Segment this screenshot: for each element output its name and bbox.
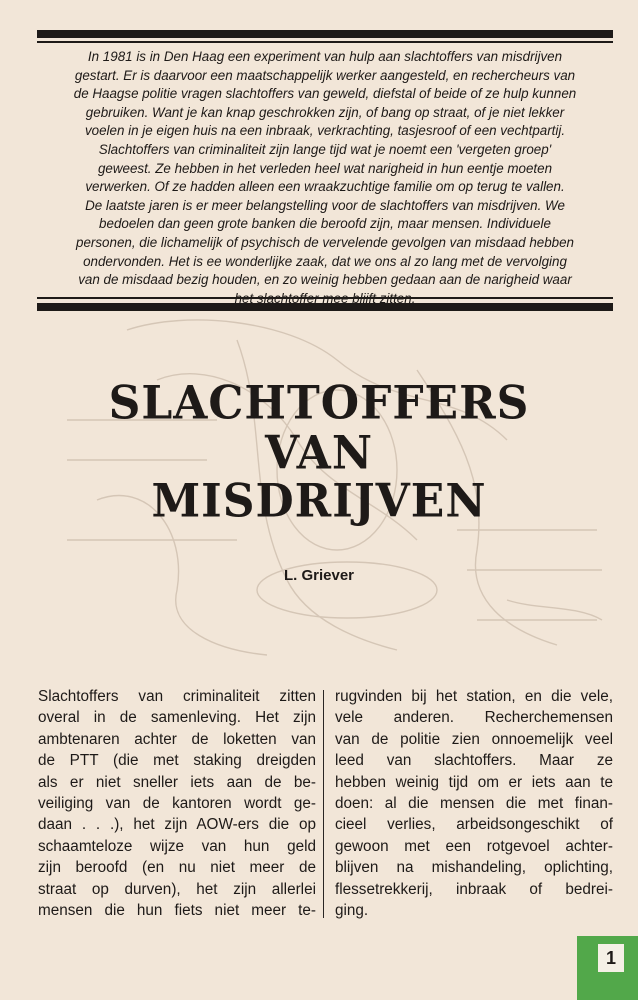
bottom-rule-thin: [37, 297, 613, 299]
intro-line: gestart. Er is daarvoor een maatschappelijk werker aangesteld, en rechercheurs van: [74, 67, 576, 83]
body-line: blijven na mishandeling, oplichting,: [335, 859, 613, 877]
body-line: mensen die hun fiets niet meer te-: [38, 902, 316, 920]
body-line: daan . . .), het zijn AOW-ers die op: [38, 816, 316, 834]
intro-line: verwerken. Of ze hadden alleen een wraakzuchtige familie om op terug te vallen.: [85, 179, 565, 195]
body-line: veiliging van de kantoren wordt ge-: [38, 795, 316, 813]
body-line: de PTT (die met staking dreigden: [38, 752, 316, 770]
intro-line: gebruiken. Want je kan knap geschrokken zijn, of bang op straat, of je niet lekker: [85, 104, 565, 120]
body-line: vele anderen. Recherchemensen: [335, 709, 613, 727]
body-line: schaamteloze wijze van hun geld: [38, 837, 316, 855]
intro-line: bedoelen dan geen grote banken die beroofd zijn, maar mensen. Individuele: [99, 216, 551, 232]
intro-line: De laatste jaren is er meer belangstelling voor de slachtoffers van misdrijven. We: [85, 197, 565, 213]
intro-line: In 1981 is in Den Haag een experiment van hulp aan slachtoffers van misdrijven: [87, 49, 563, 64]
body-line: als er niet sneller iets aan de be-: [38, 773, 316, 791]
title-line-1: SLACHTOFFERS: [108, 376, 530, 431]
top-rule-thin: [37, 41, 613, 43]
author-name: L. Griever: [283, 567, 355, 584]
intro-line: geweest. Ze hebben in het verleden heel wat narigheid in hun eentje moeten: [97, 160, 553, 176]
intro-line: Slachtoffers van criminaliteit zijn lange tijd wat je noemt een 'vergeten groep': [98, 141, 552, 157]
body-line: straat op durven), het zijn allerlei: [38, 880, 316, 898]
intro-line: personen, die lichamelijk of psychisch de vervelende gevolgen van misdaad hebben: [76, 234, 574, 250]
intro-line: de Haagse politie vragen slachtoffers van geweld, diefstal of beide of ze hulp kunnen: [73, 86, 577, 102]
body-line: zijn beroofd (en nu niet meer de: [38, 859, 316, 877]
intro-paragraph: [40, 48, 610, 308]
title-line-3: MISDRIJVEN: [151, 474, 487, 529]
intro-line: ondervonden. Het is ee wonderlijke zaak, dat we ons al zo lang met de vervolging: [83, 253, 567, 269]
intro-line: voelen in je eigen huis na een inbraak, verkrachting, tasjesroof of een vechtpartij.: [84, 123, 566, 139]
body-line: overal in de samenleving. Het zijn: [38, 709, 316, 727]
page-number: 1: [598, 944, 624, 972]
body-line: ging.: [335, 902, 369, 920]
intro-line: van de misdaad bezig houden, en zo weinig hebben gedaan aan de narigheid waar: [78, 272, 572, 288]
body-line: doen: al die mensen die met finan-: [335, 795, 613, 813]
body-line: flessetrekkerij, inbraak of bedrei-: [335, 880, 613, 898]
body-line: cieel verlies, arbeidsongeschikt of: [335, 816, 613, 834]
title-line-2: VAN: [264, 426, 374, 481]
body-line: ambtenaren achter de loketten van: [38, 730, 316, 748]
body-line: Slachtoffers van criminaliteit zitten: [38, 688, 316, 705]
body-line: hebben weinig tijd om er iets aan te: [335, 773, 613, 791]
body-column-left: [38, 686, 316, 921]
body-line: rugvinden bij het station, en die vele,: [335, 688, 613, 705]
body-line: van de politie zien onnoemelijk veel: [335, 730, 613, 748]
top-rule: [37, 30, 613, 38]
body-line: gewoon met een rotgevoel achter-: [335, 837, 613, 855]
column-divider: [323, 690, 324, 918]
body-column-right: [335, 686, 613, 921]
body-line: leed van slachtoffers. Maar ze: [335, 752, 613, 770]
